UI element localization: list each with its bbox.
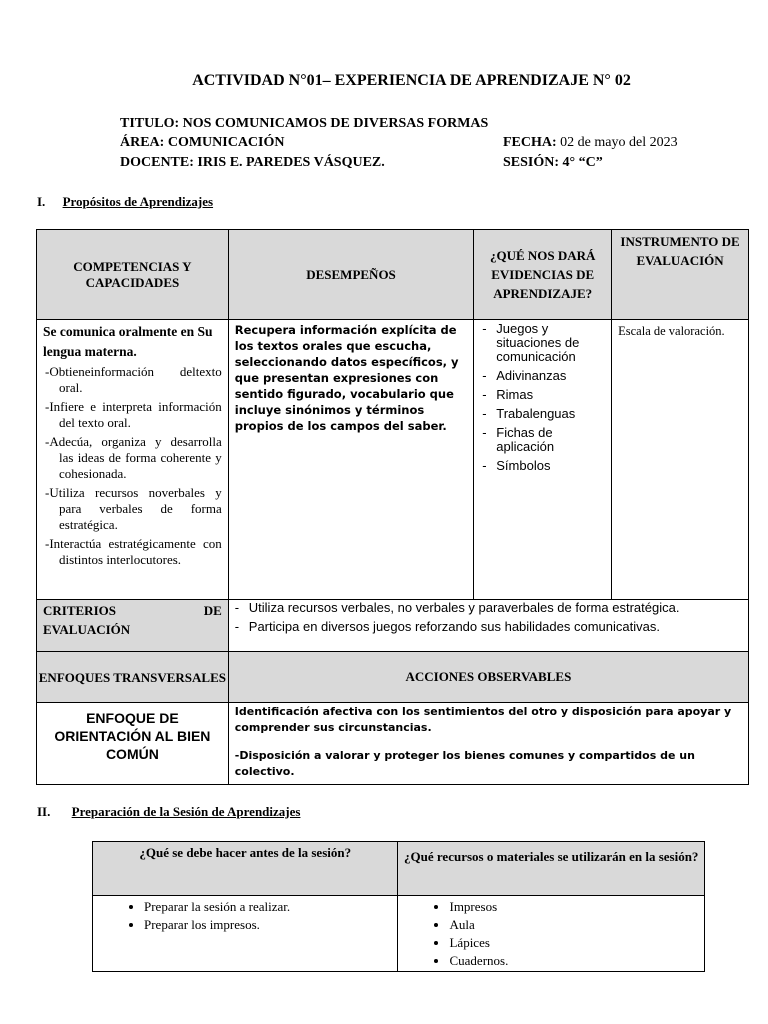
section-2-heading: [37, 804, 300, 820]
docente-line: DOCENTE: IRIS E. PAREDES VÁSQUEZ.: [120, 155, 385, 170]
enfoques-header: ENFOQUES TRANSVERSALES: [37, 652, 229, 703]
capacidad-item: -Utiliza recursos noverbales y para verbales de forma estratégica.: [45, 485, 222, 532]
area-line: ÁREA: COMUNICACIÓN: [120, 135, 285, 150]
section-2-number: II.: [37, 804, 51, 819]
enfoque-cell: ENFOQUE DE ORIENTACIÓN AL BIEN COMÚN: [37, 703, 229, 785]
header-evidencias: ¿QUÉ NOS DARÁ EVIDENCIAS DE APRENDIZAJE?: [474, 230, 612, 320]
section-1-title: Propósitos de Aprendizajes: [62, 194, 214, 209]
competencias-cell: [37, 320, 229, 600]
capacidad-item: -Infiere e interpreta información del texto oral.: [45, 399, 222, 430]
fecha-line: [503, 135, 678, 151]
section-2-title: Preparación de la Sesión de Aprendizajes: [71, 804, 301, 819]
antes-item: • Preparar los impresos.: [144, 916, 396, 934]
evidencias-cell: [474, 320, 612, 600]
accion-item: Identificación afectiva con los sentimientos del otro y disposición para apoyar y comprender sus circunstancias.: [234, 705, 732, 734]
accion-item: -Disposición a valorar y proteger los bienes comunes y compartidos de un colectivo.: [234, 749, 695, 778]
sesion-line: SESIÓN: 4° “C”: [503, 155, 603, 170]
recurso-item: • Cuadernos.: [449, 952, 703, 970]
header-desempenos: DESEMPEÑOS: [228, 230, 473, 320]
proposito-table: [36, 229, 749, 785]
evidencia-item: - Trabalenguas: [482, 407, 609, 421]
acciones-header: ACCIONES OBSERVABLES: [228, 652, 748, 703]
fecha-label: FECHA:: [503, 135, 557, 150]
recurso-item: • Lápices: [449, 934, 703, 952]
fecha-value: 02 de mayo del 2023: [556, 135, 678, 150]
header-recursos: ¿Qué recursos o materiales se utilizarán en la sesión?: [398, 842, 705, 896]
evidencia-item: - Fichas de aplicación: [482, 426, 609, 454]
header-antes: ¿Qué se debe hacer antes de la sesión?: [93, 842, 398, 896]
criterio-item: - Participa en diversos juegos reforzando sus habilidades comunicativas.: [235, 620, 742, 634]
evidencia-item: - Símbolos: [482, 459, 609, 473]
page-title: ACTIVIDAD N°01– EXPERIENCIA DE APRENDIZAJE N° 02: [192, 72, 631, 89]
criterios-cell: [228, 600, 748, 652]
preparacion-table: [92, 841, 705, 972]
evidencia-item: - Rimas: [482, 388, 609, 402]
header-instrumento: INSTRUMENTO DE EVALUACIÓN: [612, 230, 749, 320]
desempeno-cell: Recupera información explícita de los textos orales que escucha, seleccionando datos específicos, y que presentan expresiones con sentido figurado, vocabulario que incluye sinónimos y términos propios de los campos del saber.: [228, 320, 473, 600]
criterio-item: - Utiliza recursos verbales, no verbales y paraverbales de forma estratégica.: [235, 601, 742, 615]
section-1-number: I.: [37, 194, 46, 209]
evidencia-item: - Adivinanzas: [482, 369, 609, 383]
capacidad-item: -Adecúa, organiza y desarrolla las ideas de forma coherente y cohesionada.: [45, 434, 222, 481]
recurso-item: • Impresos: [449, 898, 703, 916]
recursos-cell: [398, 896, 705, 972]
antes-cell: [93, 896, 398, 972]
acciones-cell: [228, 703, 748, 785]
section-1-heading: [37, 194, 213, 210]
capacidad-item: -Interactúa estratégicamente con distintos interlocutores.: [45, 536, 222, 567]
criterios-label-cell: CRITERIOS DE EVALUACIÓN: [37, 600, 229, 652]
capacidad-item: -Obtieneinformación deltexto oral.: [45, 364, 222, 395]
recurso-item: • Aula: [449, 916, 703, 934]
header-competencias: COMPETENCIAS Y CAPACIDADES: [37, 230, 229, 320]
evidencia-item: - Juegos y situaciones de comunicación: [482, 322, 609, 364]
antes-item: • Preparar la sesión a realizar.: [144, 898, 396, 916]
competencia-title: Se comunica oralmente en Su lengua materna.: [43, 324, 213, 359]
capacidades-list: [43, 364, 222, 568]
instrumento-cell: Escala de valoración.: [612, 320, 749, 600]
titulo-line: TITULO: NOS COMUNICAMOS DE DIVERSAS FORMAS: [120, 116, 489, 131]
